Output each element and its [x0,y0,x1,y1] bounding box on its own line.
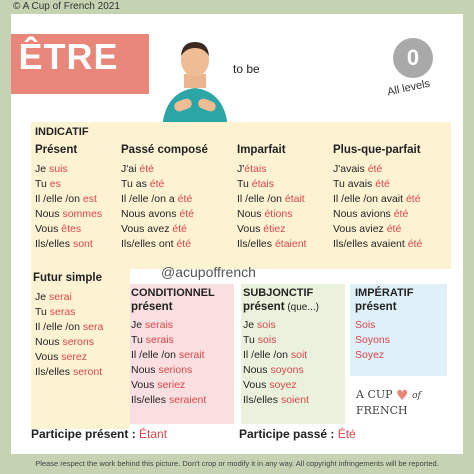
person-icon [156,34,234,130]
verb-form: sois [257,334,277,346]
conjugation-row [237,162,306,177]
pronoun: Il /elle /on [131,349,179,361]
pronoun: Vous [131,379,158,391]
social-handle: @acupoffrench [161,264,256,280]
pronoun: Vous aviez [333,223,387,235]
imperatif-label: IMPÉRATIF [355,287,414,299]
verb-title: ÊTRE [18,36,119,77]
brand-logo [356,388,463,417]
conditionnel-label: CONDITIONNEL [131,287,215,299]
pronoun: Il /elle /on [237,193,285,205]
pronoun: Ils/elles [243,394,281,406]
conjugation-row [333,222,422,237]
verb-form: serais [145,319,174,331]
verb-form: était [284,193,305,205]
participe-passe-value: Été [337,427,356,441]
conjugation-row [237,177,306,192]
verb-form: étais [251,178,274,190]
conjugation-row [35,365,103,380]
verb-form: Sois [355,319,376,331]
participe-present-value: Étant [139,427,168,441]
verb-form: étiez [263,223,286,235]
verb-form: serais [145,334,174,346]
pronoun: Je [35,291,50,303]
conjugation-row [35,320,103,335]
verb-form: soyez [269,379,297,391]
conjugation-row [243,378,309,393]
conjugation-row [243,348,309,363]
verb-form: étais [244,163,267,175]
conjugation-row [121,177,194,192]
pronoun: Tu avais [333,178,376,190]
verb-form: seront [72,366,103,378]
pronoun: Je [243,319,258,331]
conjugation-card [11,14,463,454]
conjugation-row [355,333,390,348]
verb-form: seraient [168,394,207,406]
verb-form: serai [49,291,72,303]
verb-form: soyons [270,364,304,376]
participe-passe-label: Participe passé : [239,427,338,441]
conjugation-row [243,318,309,333]
verb-form: été [179,208,194,220]
level-circle-icon: 0 [393,38,433,78]
conjugation-row [35,192,102,207]
verb-form: sois [257,319,276,331]
plus-que-parfait-title: Plus-que-parfait [333,144,421,156]
verb-form: étaient [274,238,307,250]
pronoun: Ils/elles [237,238,275,250]
conjugation-row [35,207,102,222]
present-list [35,162,102,252]
conjugation-row [237,222,306,237]
verb-form: es [49,178,61,190]
pronoun: Tu as [121,178,150,190]
verb-form: été [176,238,192,250]
verb-form: soient [280,394,309,406]
verb-form: été [367,163,383,175]
pronoun: Il /elle /on a [121,193,178,205]
conjugation-row [35,162,102,177]
logo-of: of [412,391,421,401]
participe-passe [239,427,356,441]
conjugation-row [333,237,422,252]
present-title: Présent [35,144,78,156]
pronoun: Il /elle /on avait [333,193,406,205]
conjugation-row [131,393,206,408]
footer-notice: Please respect the work behind this picture. Don't crop or modify it in any way. All copyright infringements will be reported. [35,459,439,468]
heart-icon: ♥ [396,388,409,404]
verb-form: sont [72,238,93,250]
subjonctif-tense-note: (que...) [284,302,320,313]
verb-form: Soyons [355,334,391,346]
title-banner [11,34,149,94]
verb-form: seras [49,306,76,318]
verb-form: été [393,208,409,220]
verb-form: été [405,193,421,205]
pronoun: Je [131,319,146,331]
verb-form: étions [264,208,293,220]
pronoun: Vous [243,379,270,391]
participe-present-label: Participe présent : [31,427,140,441]
subjonctif-label: SUBJONCTIF [243,287,314,299]
plus-que-parfait-list [333,162,422,252]
pronoun: Je [35,163,50,175]
conjugation-row [131,363,206,378]
pronoun: Il /elle /on [35,321,83,333]
conjugation-row [333,192,422,207]
pronoun: Vous [35,223,62,235]
futur-simple-title: Futur simple [33,272,103,284]
conjugation-row [131,348,206,363]
pronoun: Vous [35,351,62,363]
verb-form: est [82,193,97,205]
logo-left: A CUP [356,388,393,401]
pronoun: Tu [243,334,258,346]
passe-compose-title: Passé composé [121,144,208,156]
verb-form: serez [61,351,87,363]
indicatif-label: INDICATIF [35,126,89,138]
conjugation-row [237,192,306,207]
pronoun: Tu [131,334,146,346]
conjugation-row [35,177,102,192]
conjugation-row [237,207,306,222]
pronoun: Ils/elles [35,366,73,378]
subjonctif-tense [243,301,319,313]
conditionnel-list [131,318,206,408]
verb-form: serons [62,336,94,348]
logo-right: FRENCH [356,404,408,417]
conditionnel-tense: présent [131,301,173,313]
verb-form: soit [290,349,308,361]
verb-form: été [177,193,193,205]
pronoun: Tu [35,178,50,190]
conjugation-row [131,378,206,393]
copyright-text: © A Cup of French 2021 [13,1,120,12]
pronoun: Ils/elles [131,394,169,406]
conjugation-row [243,363,309,378]
imparfait-title: Imparfait [237,144,286,156]
verb-form: êtes [61,223,82,235]
pronoun: Il /elle /on [243,349,291,361]
pronoun: Nous [35,336,63,348]
verb-form: suis [49,163,68,175]
level-label: All levels [386,77,432,99]
conjugation-row [121,162,194,177]
conjugation-row [243,393,309,408]
pronoun: Ils/elles ont [121,238,177,250]
pronoun: J'avais [333,163,368,175]
pronoun: Ils/elles avaient [333,238,408,250]
translation: to be [233,62,260,76]
conjugation-row [35,350,103,365]
conjugation-row [121,237,194,252]
futur-simple-list [35,290,103,380]
pronoun: Nous [131,364,159,376]
conjugation-row [355,318,390,333]
verb-form: seriez [157,379,186,391]
conjugation-row [355,348,390,363]
pronoun: J' [237,163,245,175]
conjugation-row [237,237,306,252]
conjugation-row [35,305,103,320]
subjonctif-tense-name: présent [243,301,285,313]
conjugation-row [121,207,194,222]
pronoun: Tu [237,178,252,190]
verb-form: été [139,163,154,175]
conjugation-row [35,290,103,305]
verb-form: serait [178,349,205,361]
verb-form: été [407,238,423,250]
pronoun: Tu [35,306,50,318]
verb-form: été [172,223,187,235]
verb-form: été [149,178,165,190]
conjugation-row [35,335,103,350]
pronoun: Nous [237,208,265,220]
conjugation-row [121,222,194,237]
subjonctif-list [243,318,309,408]
verb-form: sera [82,321,104,333]
verb-form: sommes [62,208,103,220]
conjugation-row [131,333,206,348]
conjugation-row [35,237,102,252]
pronoun: J'ai [121,163,140,175]
verb-form: Soyez [355,349,385,361]
conjugation-row [121,192,194,207]
pronoun: Nous avons [121,208,180,220]
pronoun: Ils/elles [35,238,73,250]
pronoun: Nous [35,208,63,220]
imperatif-list [355,318,390,363]
pronoun: Vous avez [121,223,173,235]
verb-form: été [375,178,390,190]
verb-form: serions [158,364,193,376]
conjugation-row [35,222,102,237]
conjugation-row [333,207,422,222]
passe-compose-list [121,162,194,252]
conjugation-row [243,333,309,348]
pronoun: Vous [237,223,264,235]
conjugation-row [333,177,422,192]
pronoun: Nous avions [333,208,394,220]
conjugation-row [333,162,422,177]
participe-present [31,427,167,441]
conjugation-row [131,318,206,333]
imparfait-list [237,162,306,252]
pronoun: Nous [243,364,271,376]
imperatif-tense: présent [355,301,397,313]
verb-form: été [386,223,402,235]
pronoun: Il /elle /on [35,193,83,205]
